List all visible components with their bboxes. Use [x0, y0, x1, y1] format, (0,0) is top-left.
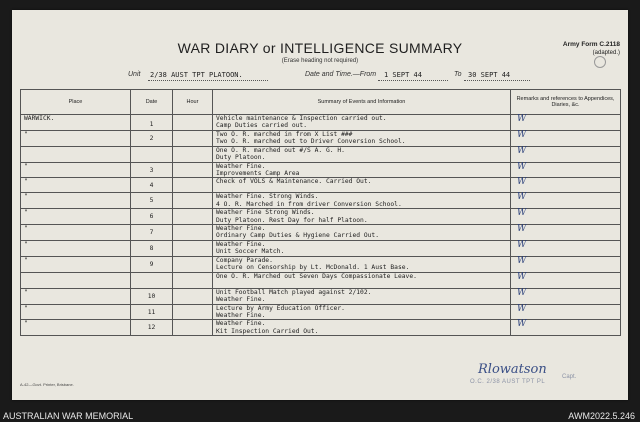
summary-line: Weather Fine.: [216, 295, 266, 303]
row-date: [131, 272, 173, 288]
initials-mark: W: [517, 208, 527, 219]
initials-mark: W: [517, 224, 527, 235]
row-hour: [173, 115, 213, 131]
page-stamp-circle: [594, 56, 606, 68]
table-row: [21, 320, 621, 336]
summary-line: Unit Soccer Match.: [216, 248, 285, 256]
row-hour: [173, 304, 213, 320]
row-place: ": [21, 209, 131, 225]
row-place: ": [21, 320, 131, 336]
officer-signature: Rlowatson: [478, 362, 547, 377]
row-hour: [173, 178, 213, 193]
row-summary: [213, 178, 511, 193]
row-place: ": [21, 162, 131, 178]
row-place: ": [21, 225, 131, 241]
row-hour: [173, 272, 213, 288]
summary-line: Duty Platoon. Rest Day for half Platoon.: [216, 216, 368, 224]
initials-mark: W: [517, 303, 527, 314]
row-place: ": [21, 240, 131, 256]
row-place: [21, 272, 131, 288]
summary-line: Weather Fine. Strong Winds.: [216, 193, 319, 201]
row-summary: [213, 256, 511, 272]
summary-line: One O. R. Marched out Seven Days Compassionate Leave.: [216, 272, 417, 280]
header-place: Place: [21, 90, 131, 115]
unit-underline: [148, 80, 268, 81]
header-summary: Summary of Events and Information: [213, 90, 511, 115]
row-remarks: [511, 146, 621, 162]
summary-line: Lecture on Censorship by Lt. McDonald. 1 Aust Base.: [216, 264, 410, 272]
row-summary: [213, 225, 511, 241]
unit-label: Unit: [128, 71, 141, 78]
table-row: [21, 256, 621, 272]
row-hour: [173, 288, 213, 304]
row-remarks: [511, 131, 621, 147]
summary-line: Unit Football Match played against 2/102.: [216, 288, 372, 296]
credit-accession: AWM2022.5.246: [568, 411, 635, 421]
table-row: [21, 193, 621, 209]
row-place: ": [21, 193, 131, 209]
table-row: [21, 209, 621, 225]
row-summary: [213, 272, 511, 288]
document-title: WAR DIARY or INTELLIGENCE SUMMARY: [177, 40, 463, 56]
header-date: Date: [131, 90, 173, 115]
initials-mark: W: [517, 255, 527, 266]
date-to-underline: [464, 80, 530, 81]
row-remarks: [511, 320, 621, 336]
credit-institution: AUSTRALIAN WAR MEMORIAL: [3, 411, 134, 421]
printer-note: A-42—Govt. Printer, Brisbane.: [20, 382, 74, 387]
row-hour: [173, 131, 213, 147]
date-label: Date and Time.—From: [305, 71, 377, 78]
row-remarks: [511, 256, 621, 272]
table-row: [21, 225, 621, 241]
row-remarks: [511, 288, 621, 304]
row-hour: [173, 240, 213, 256]
row-date: 10: [131, 288, 173, 304]
summary-line: Weather Fine Strong Winds.: [216, 209, 315, 217]
row-remarks: [511, 162, 621, 178]
table-row: [21, 146, 621, 162]
officer-stamp: O.C. 2/38 AUST TPT PL: [470, 379, 546, 385]
row-remarks: [511, 178, 621, 193]
table-row: [21, 178, 621, 193]
initials-mark: W: [517, 114, 527, 124]
form-number: Army Form C.2118: [562, 41, 620, 48]
summary-line: Weather Fine.: [216, 311, 266, 319]
row-remarks: [511, 304, 621, 320]
row-date: [131, 146, 173, 162]
row-remarks: [511, 225, 621, 241]
summary-line: Check of VOLS & Maintenance. Carried Out.: [216, 178, 372, 186]
diary-body: [21, 115, 621, 336]
unit-value: 2/38 AUST TPT PLATOON.: [150, 71, 243, 79]
row-summary: [213, 162, 511, 178]
summary-line: Lecture by Army Education Officer.: [216, 304, 345, 312]
officer-rank: Capt.: [562, 374, 577, 380]
row-summary: [213, 304, 511, 320]
initials-mark: W: [517, 287, 527, 298]
header-hour: Hour: [173, 90, 213, 115]
row-date: 8: [131, 240, 173, 256]
table-row: [21, 240, 621, 256]
row-place: ": [21, 288, 131, 304]
row-hour: [173, 209, 213, 225]
form-note: (adapted.): [592, 50, 620, 56]
summary-line: Weather Fine.: [216, 320, 266, 328]
diary-sheet: [12, 10, 628, 400]
table-row: [21, 288, 621, 304]
summary-line: Ordinary Camp Duties & Hygiene Carried Out.: [216, 232, 380, 240]
summary-line: Weather Fine.: [216, 240, 266, 248]
summary-line: Kit Inspection Carried Out.: [216, 327, 319, 335]
row-hour: [173, 320, 213, 336]
row-remarks: [511, 209, 621, 225]
row-summary: [213, 193, 511, 209]
row-date: 4: [131, 178, 173, 193]
summary-line: Improvements Camp Area: [216, 170, 300, 178]
initials-mark: W: [517, 192, 527, 203]
summary-line: 4 O. R. Marched in from driver Conversion School.: [216, 200, 402, 208]
initials-mark: W: [517, 271, 527, 282]
row-remarks: [511, 193, 621, 209]
row-hour: [173, 146, 213, 162]
summary-line: Company Parade.: [216, 256, 273, 264]
initials-mark: W: [517, 239, 527, 250]
document-subtitle: (Erase heading not required): [281, 58, 359, 64]
row-place: ": [21, 304, 131, 320]
row-hour: [173, 193, 213, 209]
date-from-underline: [378, 80, 448, 81]
summary-line: Duty Platoon.: [216, 154, 266, 162]
row-hour: [173, 225, 213, 241]
summary-line: Two O. R. marched in from X List ###: [216, 131, 353, 138]
initials-mark: W: [517, 177, 527, 188]
initials-mark: W: [517, 145, 527, 156]
table-row: [21, 115, 621, 131]
row-hour: [173, 162, 213, 178]
row-date: 12: [131, 320, 173, 336]
row-hour: [173, 256, 213, 272]
row-place: ": [21, 178, 131, 193]
row-summary: [213, 131, 511, 147]
row-date: 7: [131, 225, 173, 241]
row-remarks: [511, 115, 621, 131]
initials-mark: W: [517, 130, 527, 140]
row-place: ": [21, 256, 131, 272]
header-remarks: Remarks and references to Appendices, Diaries, &c.: [511, 90, 621, 115]
summary-line: Vehicle maintenance & Inspection carried out.: [216, 115, 387, 122]
row-place: WARWICK.: [21, 115, 131, 131]
table-header-row: [21, 90, 621, 115]
row-summary: [213, 146, 511, 162]
summary-line: Weather Fine.: [216, 225, 266, 233]
row-summary: [213, 115, 511, 131]
table-row: [21, 272, 621, 288]
row-summary: [213, 320, 511, 336]
summary-line: One O. R. marched out #/S A. G. H.: [216, 146, 345, 154]
row-date: 5: [131, 193, 173, 209]
row-date: 2: [131, 131, 173, 147]
date-from: 1 SEPT 44: [384, 71, 422, 79]
row-summary: [213, 288, 511, 304]
row-date: 1: [131, 115, 173, 131]
row-remarks: [511, 240, 621, 256]
date-to: 30 SEPT 44: [468, 71, 511, 79]
table-row: [21, 131, 621, 147]
row-place: [21, 146, 131, 162]
row-date: 6: [131, 209, 173, 225]
form-number-block: [563, 41, 620, 57]
row-date: 3: [131, 162, 173, 178]
row-place: ": [21, 131, 131, 147]
diary-table: [20, 89, 621, 336]
row-summary: [213, 240, 511, 256]
row-summary: [213, 209, 511, 225]
summary-line: Two O. R. marched out to Driver Conversion School.: [216, 138, 406, 146]
row-remarks: [511, 272, 621, 288]
summary-line: Camp Duties carried out.: [216, 122, 307, 130]
initials-mark: W: [517, 161, 527, 172]
table-row: [21, 162, 621, 178]
table-row: [21, 304, 621, 320]
row-date: 9: [131, 256, 173, 272]
summary-line: Weather Fine.: [216, 162, 266, 170]
initials-mark: W: [517, 319, 527, 330]
row-date: 11: [131, 304, 173, 320]
date-to-label: To: [454, 71, 462, 78]
